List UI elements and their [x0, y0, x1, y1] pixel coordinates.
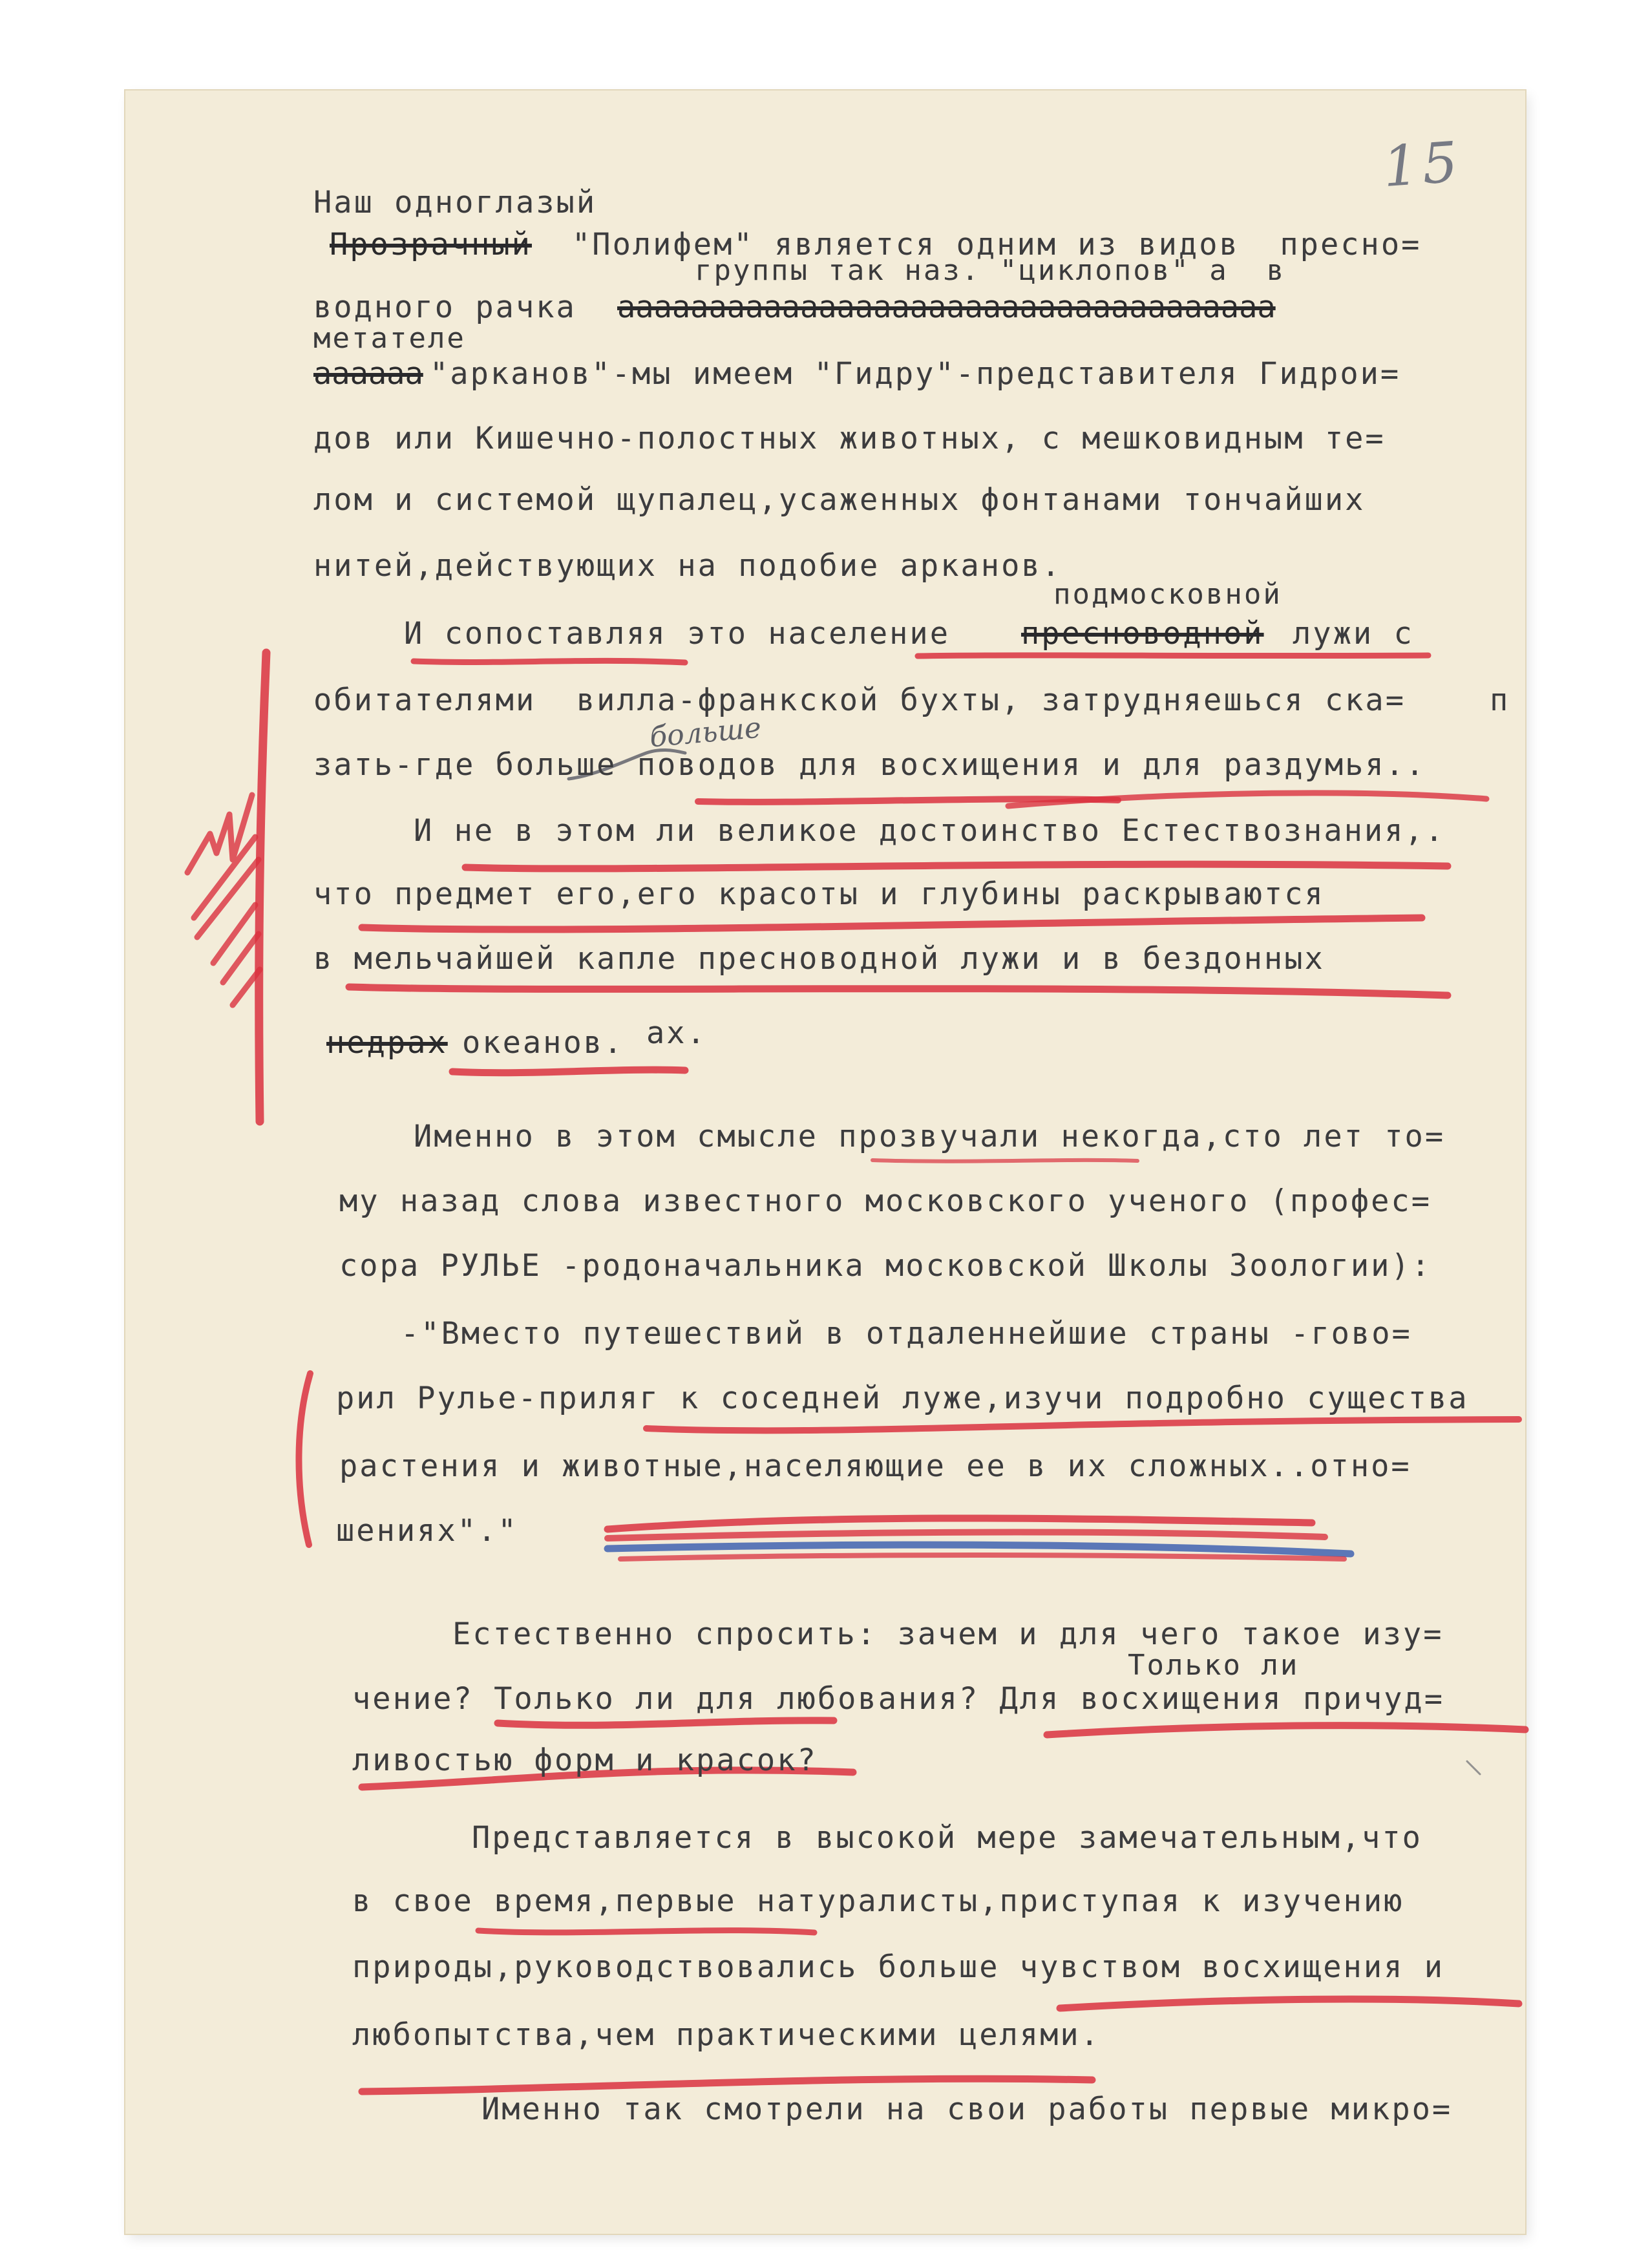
text-line: И сопоставляя это население — [404, 616, 951, 652]
inserted-text: Только ли — [1128, 1649, 1300, 1682]
red-underline — [465, 864, 1448, 869]
struck-text: аааааа — [313, 356, 423, 392]
text-line: Естественно спросить: зачем и для чего такое изу= — [452, 1616, 1444, 1652]
handwritten-correction: больше — [648, 711, 763, 754]
overtyped-text: ах. — [646, 1015, 707, 1051]
text-line: океанов. — [462, 1025, 624, 1061]
text-line: -"Вместо путешествий в отдаленнейшие страны -гово= — [401, 1316, 1412, 1351]
text-line: водного рачка — [313, 290, 576, 325]
text-line: чение? Только ли для любования? Для восхищения причуд= — [352, 1681, 1445, 1717]
red-underline — [872, 1160, 1137, 1161]
text-line: Наш одноглазый — [313, 185, 597, 220]
struck-text: недрах — [326, 1025, 448, 1061]
text-line: что предмет его,его красоты и глубины раскрываются — [313, 876, 1325, 912]
red-underline — [620, 1555, 1344, 1559]
inserted-text: группы так наз. "циклопов" а в — [695, 254, 1286, 287]
inserted-text: подмосковной — [1053, 578, 1282, 611]
red-underline — [478, 1931, 814, 1933]
gray-pencil-check — [1467, 1761, 1480, 1774]
red-margin-bracket — [299, 1373, 310, 1545]
text-line: сора РУЛЬЕ -родоначальника московской Школы Зоологии): — [339, 1248, 1432, 1284]
text-line: в свое время,первые натуралисты,приступая к изучению — [352, 1883, 1404, 1919]
red-underline — [349, 987, 1448, 995]
text-line: Именно так смотрели на свои работы первые микро= — [481, 2092, 1453, 2127]
page-number: 15 — [1380, 129, 1464, 200]
text-line: дов или Кишечно-полостных животных, с мешковидным те= — [313, 421, 1386, 456]
text-line: нитей,действующих на подобие арканов. — [313, 548, 1062, 584]
red-underline — [452, 1070, 685, 1073]
red-underline — [607, 1532, 1325, 1538]
text-line: шениях"." — [336, 1513, 518, 1549]
red-underline — [362, 2079, 1092, 2092]
red-margin-scribble — [187, 795, 260, 1005]
margin-mark: п — [1490, 683, 1510, 718]
red-underline — [1060, 1999, 1519, 2008]
text-line: "Полифем" является одним из видов пресно= — [572, 227, 1422, 262]
struck-text: пресноводной — [1021, 616, 1264, 652]
text-line: обитателями вилла-франкской бухты, затрудняешься ска= — [313, 683, 1406, 718]
text-line: рил Рулье-приляг к соседней луже,изучи подробно существа — [336, 1381, 1469, 1416]
text-line: природы,руководствовались больше чувством восхищения и — [352, 1949, 1445, 1985]
red-margin-bar — [259, 653, 266, 1121]
red-underline — [918, 655, 1428, 656]
blue-underline — [607, 1545, 1351, 1554]
text-line: Именно в этом смысле прозвучали некогда,сто лет то= — [414, 1119, 1446, 1154]
red-underline — [1047, 1726, 1525, 1735]
red-underline — [414, 661, 685, 662]
text-line: "арканов"-мы имеем "Гидру"-представителя Гидрои= — [430, 356, 1401, 392]
text-line: Представляется в высокой мере замечательным,что — [472, 1820, 1422, 1856]
text-line: лужи с — [1293, 616, 1414, 652]
struck-text: Прозрачный — [330, 227, 532, 262]
text-line: любопытства,чем практическими целями. — [352, 2017, 1101, 2053]
red-underline — [498, 1721, 834, 1725]
text-line: И не в этом ли великое достоинство Естествознания,. — [414, 813, 1446, 849]
struck-text: аааааааааааааааааааааааааааааааааааа — [617, 290, 1276, 325]
red-underline — [1008, 793, 1486, 806]
red-underline — [646, 1419, 1519, 1430]
text-line: лом и системой щупалец,усаженных фонтанами тончайших — [313, 482, 1366, 518]
text-line: ливостью форм и красок? — [352, 1743, 818, 1778]
text-line: в мельчайшей капле пресноводной лужи и в бездонных — [313, 941, 1325, 977]
inserted-text: метателе — [313, 322, 466, 355]
red-underline — [362, 918, 1422, 929]
red-underline — [607, 1518, 1312, 1529]
text-line: растения и животные,населяющие ее в их сложных..отно= — [339, 1448, 1411, 1484]
text-line: му назад слова известного московского ученого (профес= — [339, 1183, 1432, 1219]
text-line: зать-где больше поводов для восхищения и для раздумья.. — [313, 747, 1426, 783]
